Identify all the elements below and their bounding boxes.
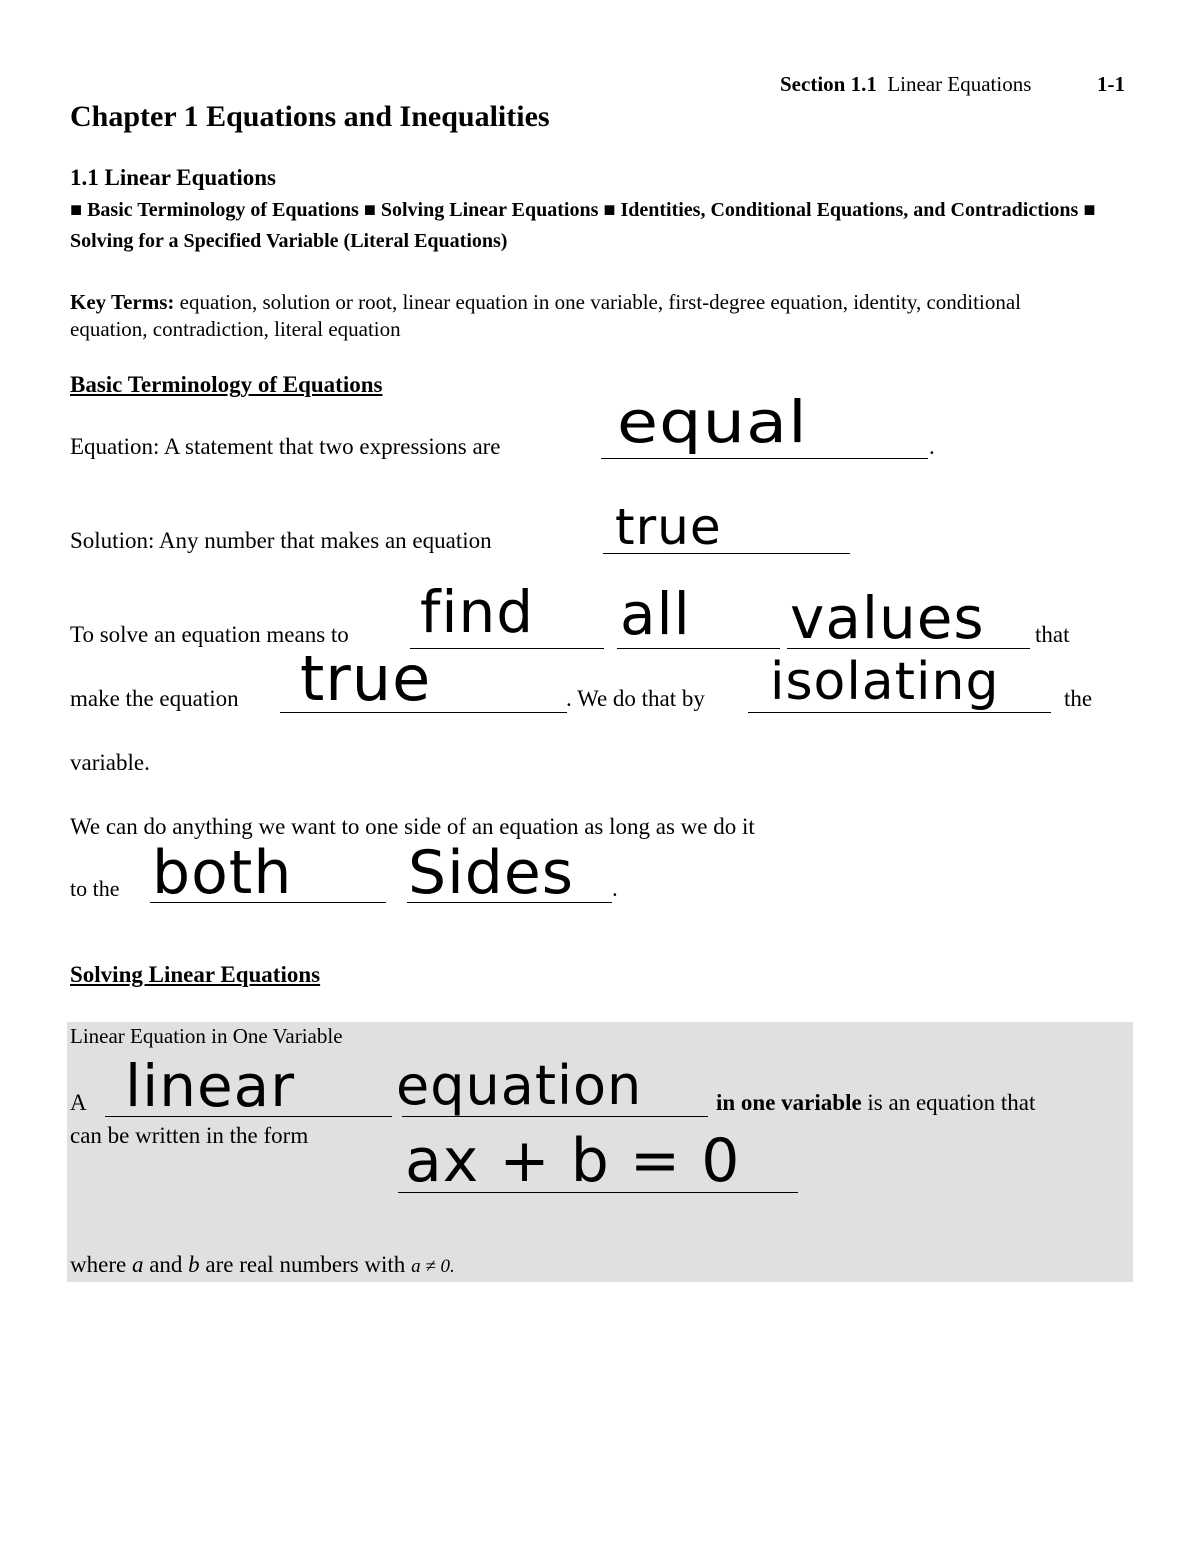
handwritten-answer-sides: Sides [408, 838, 575, 908]
definition-rest [716, 1090, 1035, 1116]
do-that-by-text: . We do that by [566, 686, 705, 711]
answer-blank [601, 458, 928, 459]
make-equation-text: make the equation [70, 686, 239, 711]
handwritten-answer-find: find [420, 578, 535, 646]
equation-definition-text: Equation: A statement that two expressions are [70, 434, 501, 459]
solve-definition-that: that [1035, 622, 1070, 647]
answer-blank [748, 712, 1051, 713]
solution-definition-text: Solution: Any number that makes an equation [70, 528, 492, 553]
basic-terminology-heading: Basic Terminology of Equations [70, 372, 383, 397]
nonzero-condition: a ≠ 0. [411, 1256, 455, 1277]
handwritten-answer-linear: linear [125, 1052, 296, 1120]
handwritten-answer-values: values [790, 584, 985, 652]
definition-box-title: Linear Equation in One Variable [70, 1024, 343, 1048]
section-title: 1.1 Linear Equations [70, 165, 276, 190]
both-sides-statement: We can do anything we want to one side of an equation as long as we do it [70, 814, 755, 839]
answer-blank [617, 648, 780, 649]
definition-a: A [70, 1090, 87, 1115]
handwritten-answer-form: ax + b = 0 [405, 1126, 741, 1196]
header-page-number [1097, 72, 1125, 97]
handwritten-answer-true: true [615, 498, 722, 556]
solving-linear-heading: Solving Linear Equations [70, 962, 321, 987]
chapter-title: Chapter 1 Equations and Inequalities [70, 100, 550, 133]
key-terms-text: equation, solution or root, linear equation in one variable, first-degree equation, identity, conditional equation, contradiction, literal equation [70, 290, 1021, 341]
the-text: the [1064, 686, 1093, 711]
var-b: b [188, 1252, 200, 1277]
handwritten-answer-both: both [152, 838, 293, 908]
header-section-name: Linear Equations [887, 72, 1032, 96]
to-the-text: to the [70, 876, 120, 901]
topic-list: ■ Basic Terminology of Equations ■ Solving Linear Equations ■ Identities, Conditional Equations, and Contradictions ■ Solving for a Specified Variable (Literal Equations) [70, 199, 1096, 252]
key-terms [70, 289, 1070, 343]
answer-blank [410, 648, 604, 649]
handwritten-answer-isolating: isolating [770, 652, 1000, 712]
page-number: 1-1 [1097, 72, 1125, 96]
definition-suffix: is an equation that [867, 1090, 1036, 1115]
running-header [780, 72, 1031, 97]
equation-definition-period: . [929, 434, 935, 459]
both-sides-period: . [612, 876, 618, 901]
solve-definition-text: To solve an equation means to [70, 622, 349, 647]
handwritten-answer-equation: equation [396, 1054, 643, 1117]
handwritten-answer-equal: equal [617, 388, 808, 456]
where-prefix: where [70, 1252, 127, 1277]
where-line [70, 1252, 455, 1278]
and-text: and [149, 1252, 183, 1277]
key-terms-label: Key Terms: [70, 290, 175, 314]
var-a: a [131, 1252, 144, 1277]
definition-line2: can be written in the form [70, 1123, 309, 1148]
in-one-variable: in one variable [716, 1090, 862, 1115]
where-mid: are real numbers with [205, 1252, 406, 1277]
header-section-label: Section 1.1 [780, 72, 877, 96]
variable-text: variable. [70, 750, 150, 775]
handwritten-answer-true-2: true [300, 642, 432, 715]
handwritten-answer-all: all [620, 580, 691, 648]
